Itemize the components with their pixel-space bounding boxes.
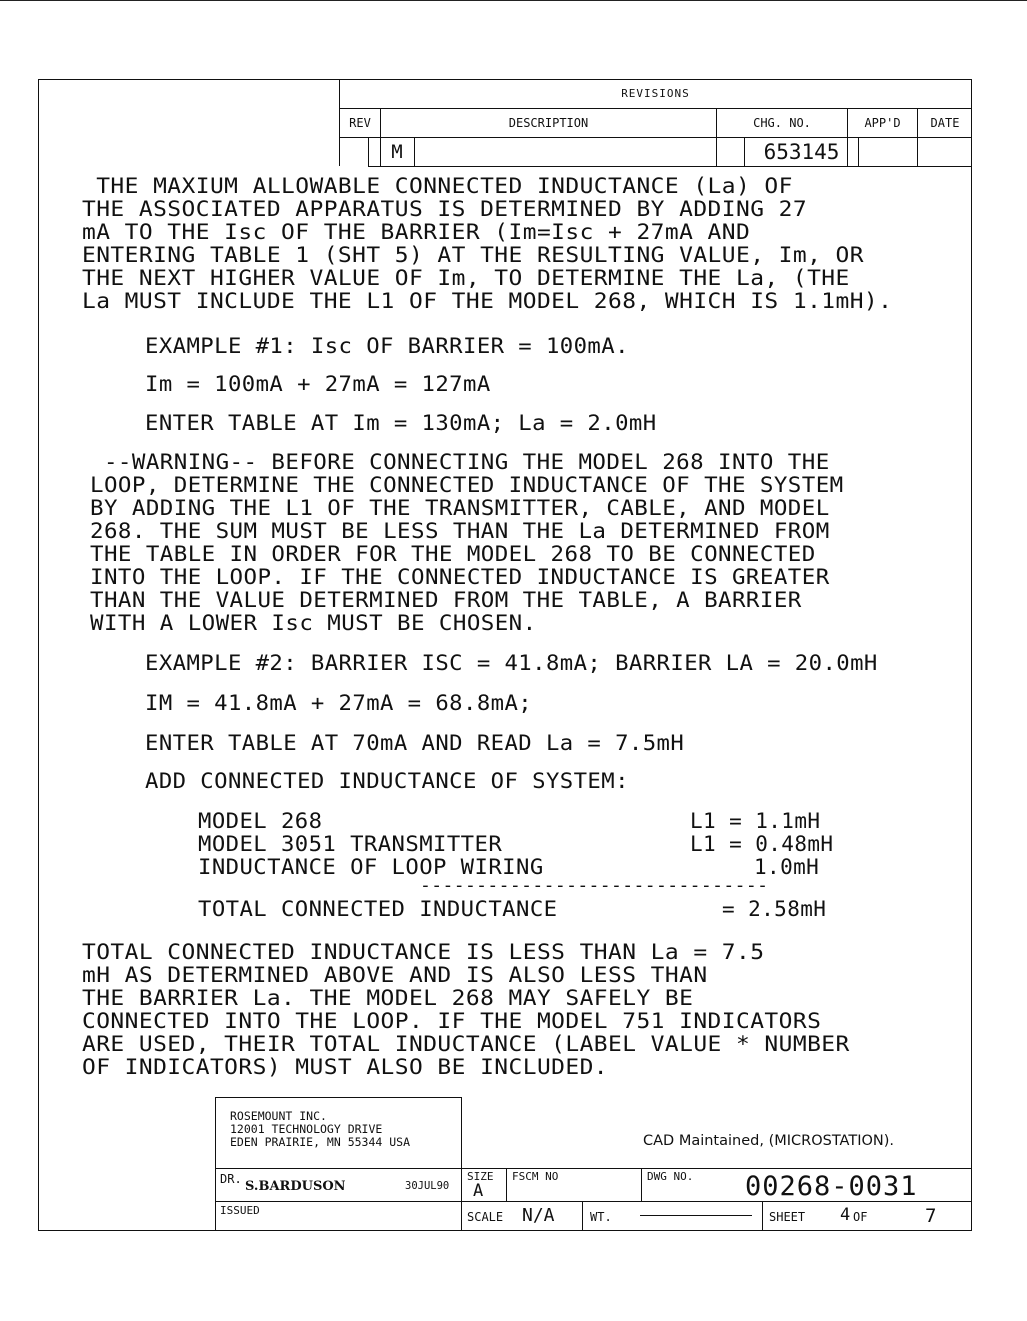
total-value: = 2.58mH	[722, 897, 827, 921]
size-label: SIZE	[467, 1170, 494, 1183]
fscm-label: FSCM NO	[512, 1170, 559, 1183]
example-2-line-3: ENTER TABLE AT 70mA AND READ La = 7.5mH	[145, 731, 685, 755]
rev-header-appd: APP'D	[864, 116, 901, 130]
tb-col-wt	[762, 1201, 763, 1230]
sheet-label: SHEET	[769, 1210, 806, 1224]
example-2-line-2: IM = 41.8mA + 27mA = 68.8mA;	[145, 691, 533, 715]
sheet-of-label: OF	[853, 1210, 868, 1224]
paragraph-conclusion: TOTAL CONNECTED INDUCTANCE IS LESS THAN La = 7.5 mH AS DETERMINED ABOVE AND IS ALSO LESS THAN THE BARRIER La. THE MODEL 268 MAY SAFELY BE CONNECTED INTO THE LOOP. IF THE MODEL 751 INDICATORS ARE USED, THEIR TOTAL INDUCTANCE (LABEL VALUE * NUMBER OF INDICATORS) MUST ALSO BE INCLUDED.	[82, 940, 850, 1079]
weight-label: WT.	[590, 1210, 612, 1224]
tb-left-rule	[215, 1097, 216, 1230]
rev-rule-3	[368, 166, 972, 167]
rev-value-description	[415, 138, 716, 166]
company-name: ROSEMOUNT INC.	[230, 1109, 327, 1123]
drawing-number: 00268-0031	[745, 1171, 918, 1202]
drawn-by-label: DR.	[220, 1172, 242, 1186]
rev-cell-left	[368, 138, 369, 166]
company-address-2: EDEN PRAIRIE, MN 55344 USA	[230, 1135, 411, 1149]
scale-label: SCALE	[467, 1210, 504, 1224]
item-label: MODEL 268	[198, 809, 323, 833]
size-value: A	[473, 1181, 484, 1201]
example-1-line-2: Im = 100mA + 27mA = 127mA	[145, 372, 491, 396]
tb-wt-blank-rule	[640, 1215, 752, 1216]
rev-header-date: DATE	[930, 116, 960, 130]
tb-col-fscm	[641, 1168, 642, 1201]
company-address-1: 12001 TECHNOLOGY DRIVE	[230, 1122, 383, 1136]
dwg-no-label: DWG NO.	[647, 1170, 694, 1183]
tb-col-scale	[582, 1201, 583, 1230]
tb-top-rule	[215, 1097, 461, 1098]
paragraph-warning: --WARNING-- BEFORE CONNECTING THE MODEL 268 INTO THE LOOP, DETERMINE THE CONNECTED INDUCTANCE OF THE SYSTEM BY ADDING THE L1 OF THE TRANSMITTER, CABLE, AND MODEL 268. THE SUM MUST BE LESS THAN THE La DETERMINED FROM THE TABLE IN ORDER FOR THE MODEL 268 TO BE CONNECTED INTO THE LOOP. IF THE CONNECTED INDUCTANCE IS GREATER THAN THE VALUE DETERMINED FROM THE TABLE, A BARRIER WITH A LOWER Isc MUST BE CHOSEN.	[90, 450, 844, 635]
item-label: MODEL 3051 TRANSMITTER	[198, 832, 503, 856]
rev-value-chg-no: 653145	[763, 140, 840, 164]
item-label: INDUCTANCE OF LOOP WIRING	[198, 855, 544, 879]
page-top-rule	[0, 0, 1027, 1]
tb-mid-rule	[461, 1097, 462, 1230]
rev-value-appd	[859, 138, 917, 166]
sheet-number: 4	[840, 1205, 851, 1225]
sum-rule: -------------------------------	[420, 875, 769, 896]
issued-label: ISSUED	[220, 1204, 260, 1217]
example-1-line-3: ENTER TABLE AT Im = 130mA; La = 2.0mH	[145, 411, 657, 435]
item-value: L1 = 1.1mH	[690, 809, 821, 833]
tb-col-size	[506, 1168, 507, 1201]
sheet-total: 7	[925, 1205, 937, 1227]
example-2-line-1: EXAMPLE #2: BARRIER ISC = 41.8mA; BARRIER LA = 20.0mH	[145, 651, 878, 675]
tb-row-rule-1	[215, 1168, 972, 1169]
drawn-date: 30JUL90	[405, 1180, 450, 1192]
cad-note: CAD Maintained, (MICROSTATION).	[643, 1133, 895, 1149]
revisions-title: REVISIONS	[621, 87, 690, 100]
rev-header-description: DESCRIPTION	[508, 116, 589, 130]
paragraph-max-inductance: THE MAXIUM ALLOWABLE CONNECTED INDUCTANCE (La) OF THE ASSOCIATED APPARATUS IS DETERMINED BY ADDING 27 mA TO THE Isc OF THE BARRIER (Im=Isc + 27mA AND ENTERING TABLE 1 (SHT 5) AT THE RESULTING VALUE, Im, OR THE NEXT HIGHER VALUE OF Im, TO DETERMINE THE La, (THE La MUST INCLUDE THE L1 OF THE MODEL 268, WHICH IS 1.1mH).	[82, 174, 893, 313]
total-label: TOTAL CONNECTED INDUCTANCE	[198, 897, 558, 921]
rev-header-rev: REV	[349, 116, 371, 130]
example-1-line-1: EXAMPLE #1: Isc OF BARRIER = 100mA.	[145, 334, 629, 358]
rev-value-rev: M	[391, 141, 403, 163]
scale-value: N/A	[522, 1205, 555, 1226]
rev-value-date	[918, 138, 972, 166]
rev-header-chg-no: CHG. NO.	[753, 116, 811, 130]
item-value: L1 = 0.48mH	[690, 832, 834, 856]
drawn-by-name: S.BARDUSON	[245, 1179, 346, 1194]
example-2-line-4: ADD CONNECTED INDUCTANCE OF SYSTEM:	[145, 769, 629, 793]
item-value: 1.0mH	[754, 855, 820, 879]
